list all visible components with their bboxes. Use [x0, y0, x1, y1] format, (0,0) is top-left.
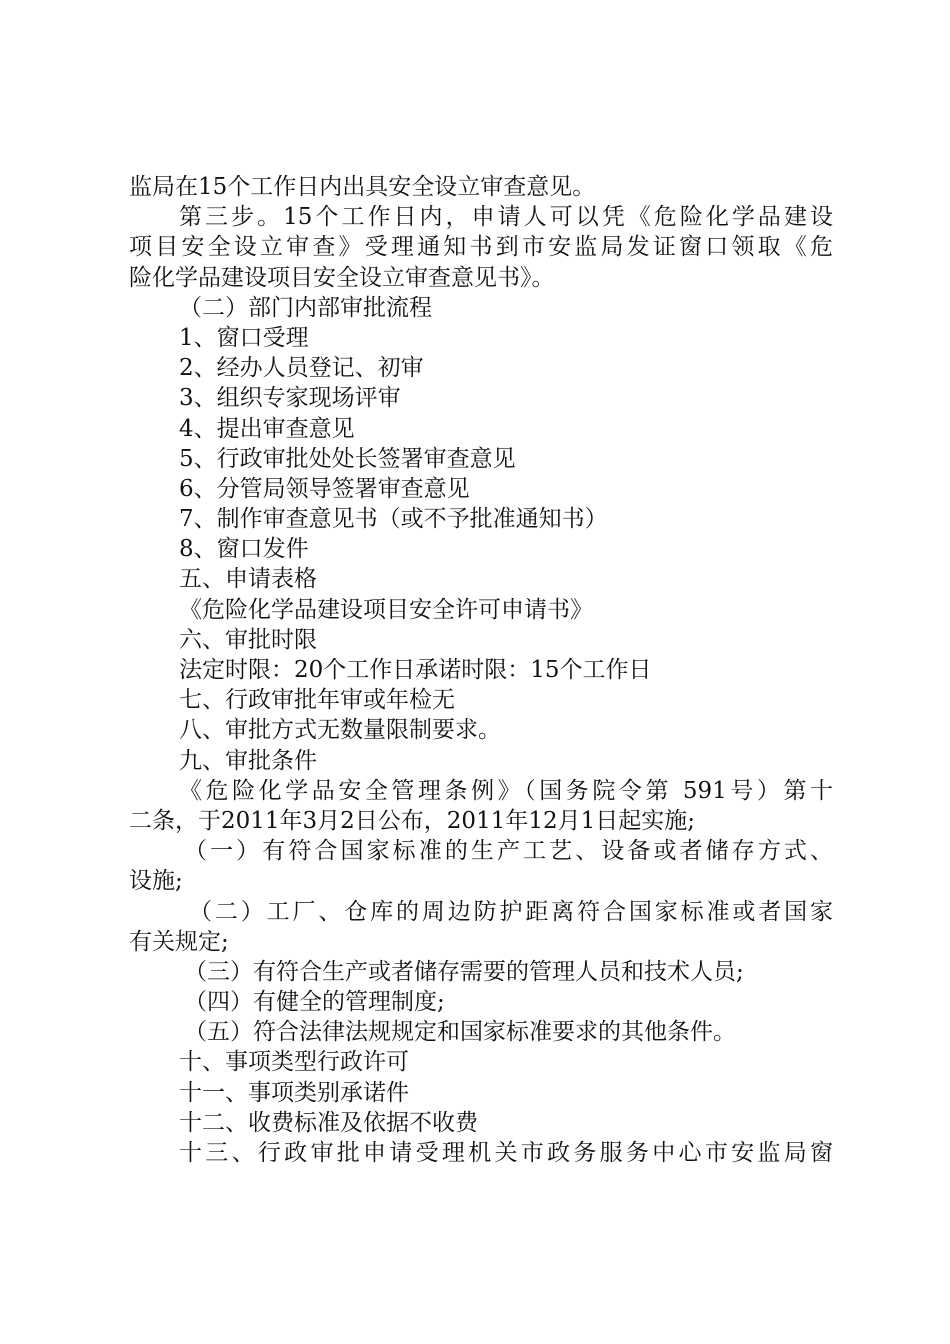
list-item: 1、窗口受理 — [179, 324, 309, 351]
section-heading: 七、行政审批年审或年检无 — [179, 687, 455, 714]
paragraph-line: （二）工厂、仓库的周边防护距离符合国家标准或者国家 — [189, 898, 833, 925]
section-heading: 八、审批方式无数量限制要求。 — [179, 717, 501, 744]
section-heading: 五、申请表格 — [179, 566, 317, 593]
section-heading: 十三、行政审批申请受理机关市政务服务中心市安监局窗 — [179, 1140, 833, 1166]
paragraph-line: 有关规定; — [129, 928, 229, 955]
paragraph-line: 设施; — [129, 868, 183, 895]
paragraph-line: 二条，于2011年3月2日公布，2011年12月1日起实施; — [129, 807, 695, 834]
paragraph-line: （三）有符合生产或者储存需要的管理人员和技术人员; — [184, 958, 744, 985]
paragraph-line: 《危险化学品建设项目安全许可申请书》 — [179, 596, 593, 623]
paragraph-line: 《危险化学品安全管理条例》（国务院令第 591号）第十 — [179, 777, 833, 804]
section-heading: 十、事项类型行政许可 — [179, 1049, 409, 1076]
document-body — [129, 172, 833, 1168]
list-item: 5、行政审批处处长签署审查意见 — [179, 445, 516, 472]
section-heading: 十二、收费标准及依据不收费 — [179, 1109, 478, 1136]
paragraph-line: 第三步。15个工作日内，申请人可以凭《危险化学品建设 — [179, 204, 833, 231]
paragraph-line: （一）有符合国家标准的生产工艺、设备或者储存方式、 — [184, 838, 833, 865]
section-heading: 六、审批时限 — [179, 626, 317, 653]
paragraph-line: 险化学品建设项目安全设立审查意见书》。 — [129, 264, 555, 291]
section-heading: 九、审批条件 — [179, 747, 317, 774]
list-item: 4、提出审查意见 — [179, 415, 355, 442]
list-item: 3、组织专家现场评审 — [179, 385, 401, 412]
list-item: 8、窗口发件 — [179, 536, 309, 563]
paragraph-line: （四）有健全的管理制度; — [184, 989, 445, 1016]
section-heading: 十一、事项类别承诺件 — [179, 1079, 409, 1106]
section-heading: （二）部门内部审批流程 — [179, 294, 432, 321]
paragraph-line: 项目安全设立审查》受理通知书到市安监局发证窗口领取《危 — [129, 234, 833, 261]
list-item: 7、制作审查意见书（或不予批准通知书） — [179, 506, 608, 533]
paragraph-line: 法定时限：20个工作日承诺时限：15个工作日 — [179, 657, 652, 683]
list-item: 2、经办人员登记、初审 — [179, 355, 424, 382]
list-item: 6、分管局领导签署审查意见 — [179, 475, 470, 502]
paragraph-line: （五）符合法律法规规定和国家标准要求的其他条件。 — [184, 1019, 736, 1046]
paragraph-line: 监局在15个工作日内出具安全设立审查意见。 — [129, 174, 596, 200]
